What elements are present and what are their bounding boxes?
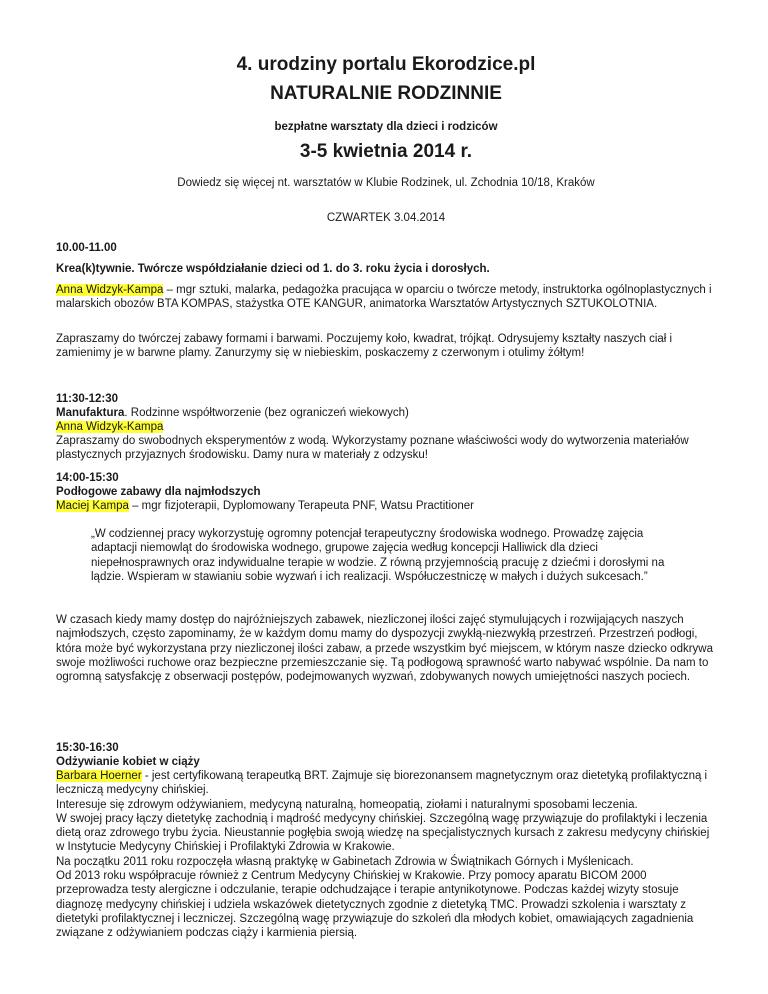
session-3-bio	[56, 499, 716, 513]
session-2-title-rest: . Rodzinne współtworzenie (bez ograniczeń wiekowych)	[124, 407, 409, 419]
session-1-time: 10.00-11.00	[56, 242, 117, 254]
session-4-time: 15:30-16:30	[56, 742, 119, 754]
session-1-description: Zapraszamy do twórczej zabawy formami i barwami. Poczujemy koło, kwadrat, trójkąt. Odrysujemy kształty naszych ciał i zamienimy je w barwne plamy. Zanurzymy się w niebieskim, poskaczemy z czerwonym i otulimy żółtym!	[56, 333, 673, 360]
session-3-presenter: Maciej Kampa	[56, 500, 129, 512]
session-2-title-bold: Manufaktura	[56, 407, 125, 419]
venue-info: Dowiedz się więcej nt. warsztatów w Klubie Rodzinek, ul. Zchodnia 10/18, Kraków	[177, 177, 595, 189]
session-4-paragraph-1: Interesuje się zdrowym odżywianiem, medycyną naturalną, homeopatią, ziołami i naturalnymi sposobami leczenia.	[56, 798, 638, 811]
session-1-bio	[56, 283, 716, 312]
event-dates: 3-5 kwietnia 2014 r.	[299, 141, 473, 162]
session-2-presenter: Anna Widzyk-Kampa	[56, 421, 164, 433]
session-1-bio-text: – mgr sztuki, malarka, pedagożka pracująca w oparciu o twórcze metody, instruktorka ogólnoplastycznych i malarskich obozów BTA KOMPAS, stażystka OTE KANGUR, animatorka Warsztatów Artystycznych SZTUKOLOTNIA.	[56, 284, 712, 311]
session-3-title: Podłogowe zabawy dla najmłodszych	[56, 486, 261, 498]
session-2-time: 11:30-12:30	[56, 393, 119, 405]
session-4-bio-text: - jest certyfikowaną terapeutką BRT. Zajmuje się biorezonansem magnetycznym oraz dietetyką profilaktyczną i leczniczą medycyny chińskiej.	[56, 770, 708, 797]
session-3-quote: „W codziennej pracy wykorzystuję ogromny potencjał terapeutyczny środowiska wodnego. Prowadzę zajęcia adaptacji niemowląt do środowiska wodnego, grupowe zajęcia według koncepcji Halliwick dla dzieci niepełnosprawnych oraz indywidualne terapie w wodzie. Z równą przyjemnością pracuję z dziećmi i dorosłymi na lądzie. Wspieram w stawianiu sobie wyzwań i ich realizacji. Współuczestniczę w małych i dużych sukcesach.”	[91, 528, 665, 583]
subtitle: bezpłatne warsztaty dla dzieci i rodziców	[274, 121, 498, 133]
session-4-bio	[56, 769, 716, 798]
session-2-description: Zapraszamy do swobodnych eksperymentów z wodą. Wykorzystamy poznane właściwości wody do wytworzenia materiałów plastycznych przyjaznych środowisku. Damy nura w materiały z odzysku!	[56, 435, 689, 462]
session-1-title: Krea(k)tywnie. Twórcze współdziałanie dzieci od 1. do 3. roku życia i dorosłych.	[56, 263, 490, 275]
session-2-title	[56, 406, 716, 420]
day-heading: CZWARTEK 3.04.2014	[326, 212, 446, 224]
session-1-presenter: Anna Widzyk-Kampa	[56, 284, 164, 296]
session-4-paragraph-2: W swojej pracy łączy dietetykę zachodnią i mądrość medycyny chińskiej. Szczególną wagę przywiązuje do profilaktyki i leczenia dietą oraz zdrowego trybu życia. Nieustannie pogłębia swoją wiedzę na specjalistycznych kursach z zakresu medycyny chińskiej w Instytucie Medycyny Chińskiej i Profilaktyki Zdrowia w Krakowie.	[56, 812, 710, 854]
session-4-paragraph-4: Od 2013 roku współpracuje również z Centrum Medycyny Chińskiej w Krakowie. Przy pomocy aparatu BICOM 2000 przeprowadza testy alergiczne i odczulanie, terapie odchudzające i terapie antynikotynowe. Podczas każdej wizyty stosuje diagnozę medycyny chińskiej i udziela wskazówek dietetycznych zgodnie z dietetyką TMC. Prowadzi szkolenia i warsztaty z dietetyki profilaktycznej i leczniczej. Szczególną wagę przywiązuje do szkoleń dla młodych kobiet, omawiających zagadnienia związane z odżywianiem podczas ciąży i karmienia piersią.	[56, 870, 694, 940]
title-portal-birthday: 4. urodziny portalu Ekorodzice.pl	[236, 54, 536, 75]
session-4-paragraph-3: Na początku 2011 roku rozpoczęła własną praktykę w Gabinetach Zdrowia w Świątnikach Górnych i Myślenicach.	[56, 855, 634, 868]
session-3-time: 14:00-15:30	[56, 472, 119, 484]
session-3-description: W czasach kiedy mamy dostęp do najróżniejszych zabawek, niezliczonej ilości zajęć stymulujących i rozwijających naszych najmłodszych, często zapominamy, że w każdym domu mamy do dyspozycji zwykłą-niezwykłą przestrzeń. Przestrzeń podłogi, która może być wykorzystana przy niezliczonej ilości zabaw, a przede wszystkim być miejscem, w którym nasze dziecko odkrywa swoje możliwości ruchowe oraz bezpieczne przemieszczanie się. Tą podłogową sprawność warto nabywać wspólnie. Da nam to ogromną satysfakcję z obserwacji postępów, podejmowanych wyzwań, zdobywanych nowych umiejętności naszych pociech.	[56, 614, 713, 684]
session-2-presenter-line	[56, 420, 716, 434]
session-4-text	[56, 769, 716, 941]
session-3-bio-text: – mgr fizjoterapii, Dyplomowany Terapeuta PNF, Watsu Practitioner	[128, 500, 475, 512]
title-naturalnie-rodzinnie: NATURALNIE RODZINNIE	[270, 83, 502, 104]
session-4-title: Odżywianie kobiet w ciąży	[56, 756, 200, 768]
session-4-presenter: Barbara Hoerner	[56, 770, 142, 782]
